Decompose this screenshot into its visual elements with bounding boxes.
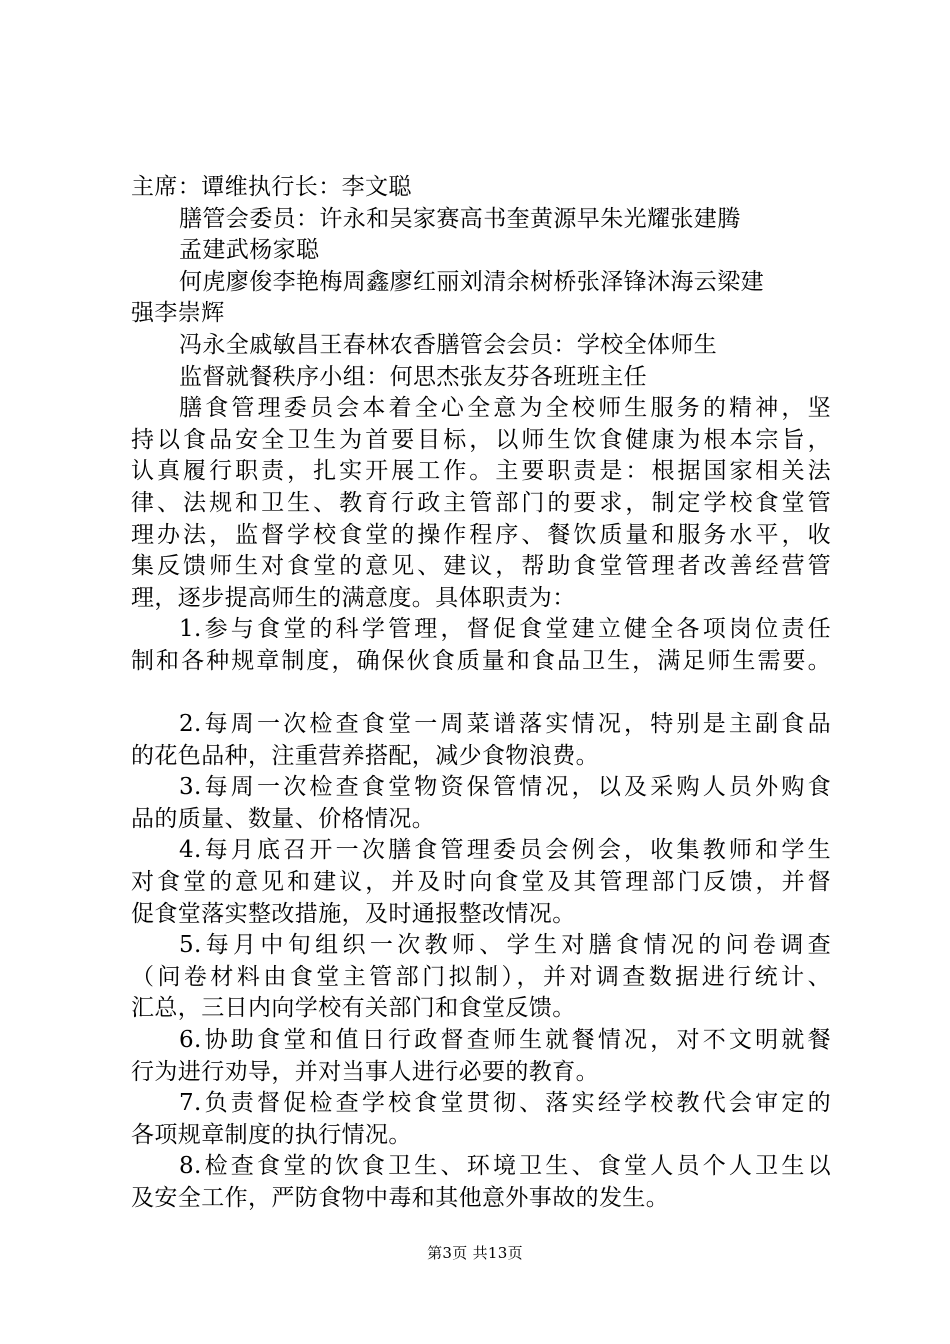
text-line: 的花色品种，注重营养搭配，减少食物浪费。 (131, 742, 599, 769)
text-line: 1.参与食堂的科学管理，督促食堂建立健全各项岗位责任 (179, 616, 831, 643)
text-line: 及安全工作，严防食物中毒和其他意外事故的发生。 (131, 1185, 670, 1211)
text-line: 品的质量、数量、价格情况。 (131, 805, 436, 832)
text-line: 促食堂落实整改措施，及时通报整改情况。 (131, 900, 576, 927)
text-line: 认真履行职责，扎实开展工作。主要职责是：根据国家相关法 (131, 458, 831, 485)
text-line: 4.每月底召开一次膳食管理委员会例会，收集教师和学生 (179, 837, 831, 864)
text-line: 监督就餐秩序小组：何思杰张友芬各班班主任 (179, 363, 647, 390)
text-line: 持以食品安全卫生为首要目标，以师生饮食健康为根本宗旨， (131, 426, 831, 453)
text-line: 6.协助食堂和值日行政督查师生就餐情况，对不文明就餐 (179, 1027, 831, 1054)
text-line: 3.每周一次检查食堂物资保管情况，以及采购人员外购食 (179, 774, 831, 801)
text-line: 2.每周一次检查食堂一周菜谱落实情况，特别是主副食品 (179, 711, 831, 738)
text-line: （问卷材料由食堂主管部门拟制），并对调查数据进行统计、 (131, 963, 831, 990)
text-line: 制和各种规章制度，确保伙食质量和食品卫生，满足师生需要。 (131, 647, 831, 674)
text-line: 5.每月中旬组织一次教师、学生对膳食情况的问卷调查 (179, 932, 831, 959)
text-line: 理，逐步提高师生的满意度。具体职责为： (131, 584, 576, 611)
text-line: 膳管会委员：许永和吴家赛高书奎黄源早朱光耀张建腾 (179, 205, 741, 232)
text-line: 集反馈师生对食堂的意见、建议，帮助食堂管理者改善经营管 (131, 553, 831, 580)
text-line: 汇总，三日内向学校有关部门和食堂反馈。 (131, 995, 576, 1022)
blank-line (131, 678, 831, 710)
text-line: 8.检查食堂的饮食卫生、环境卫生、食堂人员个人卫生以 (179, 1153, 831, 1180)
document-body (131, 172, 831, 1215)
text-line: 主席：谭维执行长：李文聪 (131, 174, 412, 200)
text-line: 膳食管理委员会本着全心全意为全校师生服务的精神，坚 (179, 395, 831, 422)
text-line: 行为进行劝导，并对当事人进行必要的教育。 (131, 1058, 599, 1085)
text-line: 7.负责督促检查学校食堂贯彻、落实经学校教代会审定的 (179, 1090, 831, 1117)
text-line: 对食堂的意见和建议，并及时向食堂及其管理部门反馈，并督 (131, 869, 831, 896)
page-number-footer: 第3页 共13页 (427, 1244, 523, 1262)
text-line: 律、法规和卫生、教育行政主管部门的要求，制定学校食堂管 (131, 489, 831, 516)
text-line: 孟建武杨家聪 (179, 237, 320, 264)
text-line: 理办法，监督学校食堂的操作程序、餐饮质量和服务水平，收 (131, 521, 831, 548)
text-line: 何虎廖俊李艳梅周鑫廖红丽刘清余树桥张泽锋沐海云梁建 (179, 268, 764, 295)
text-line: 各项规章制度的执行情况。 (131, 1121, 412, 1148)
text-line: 冯永全戚敏昌王春林农香膳管会会员：学校全体师生 (179, 331, 718, 358)
text-line: 强李崇辉 (131, 300, 225, 327)
